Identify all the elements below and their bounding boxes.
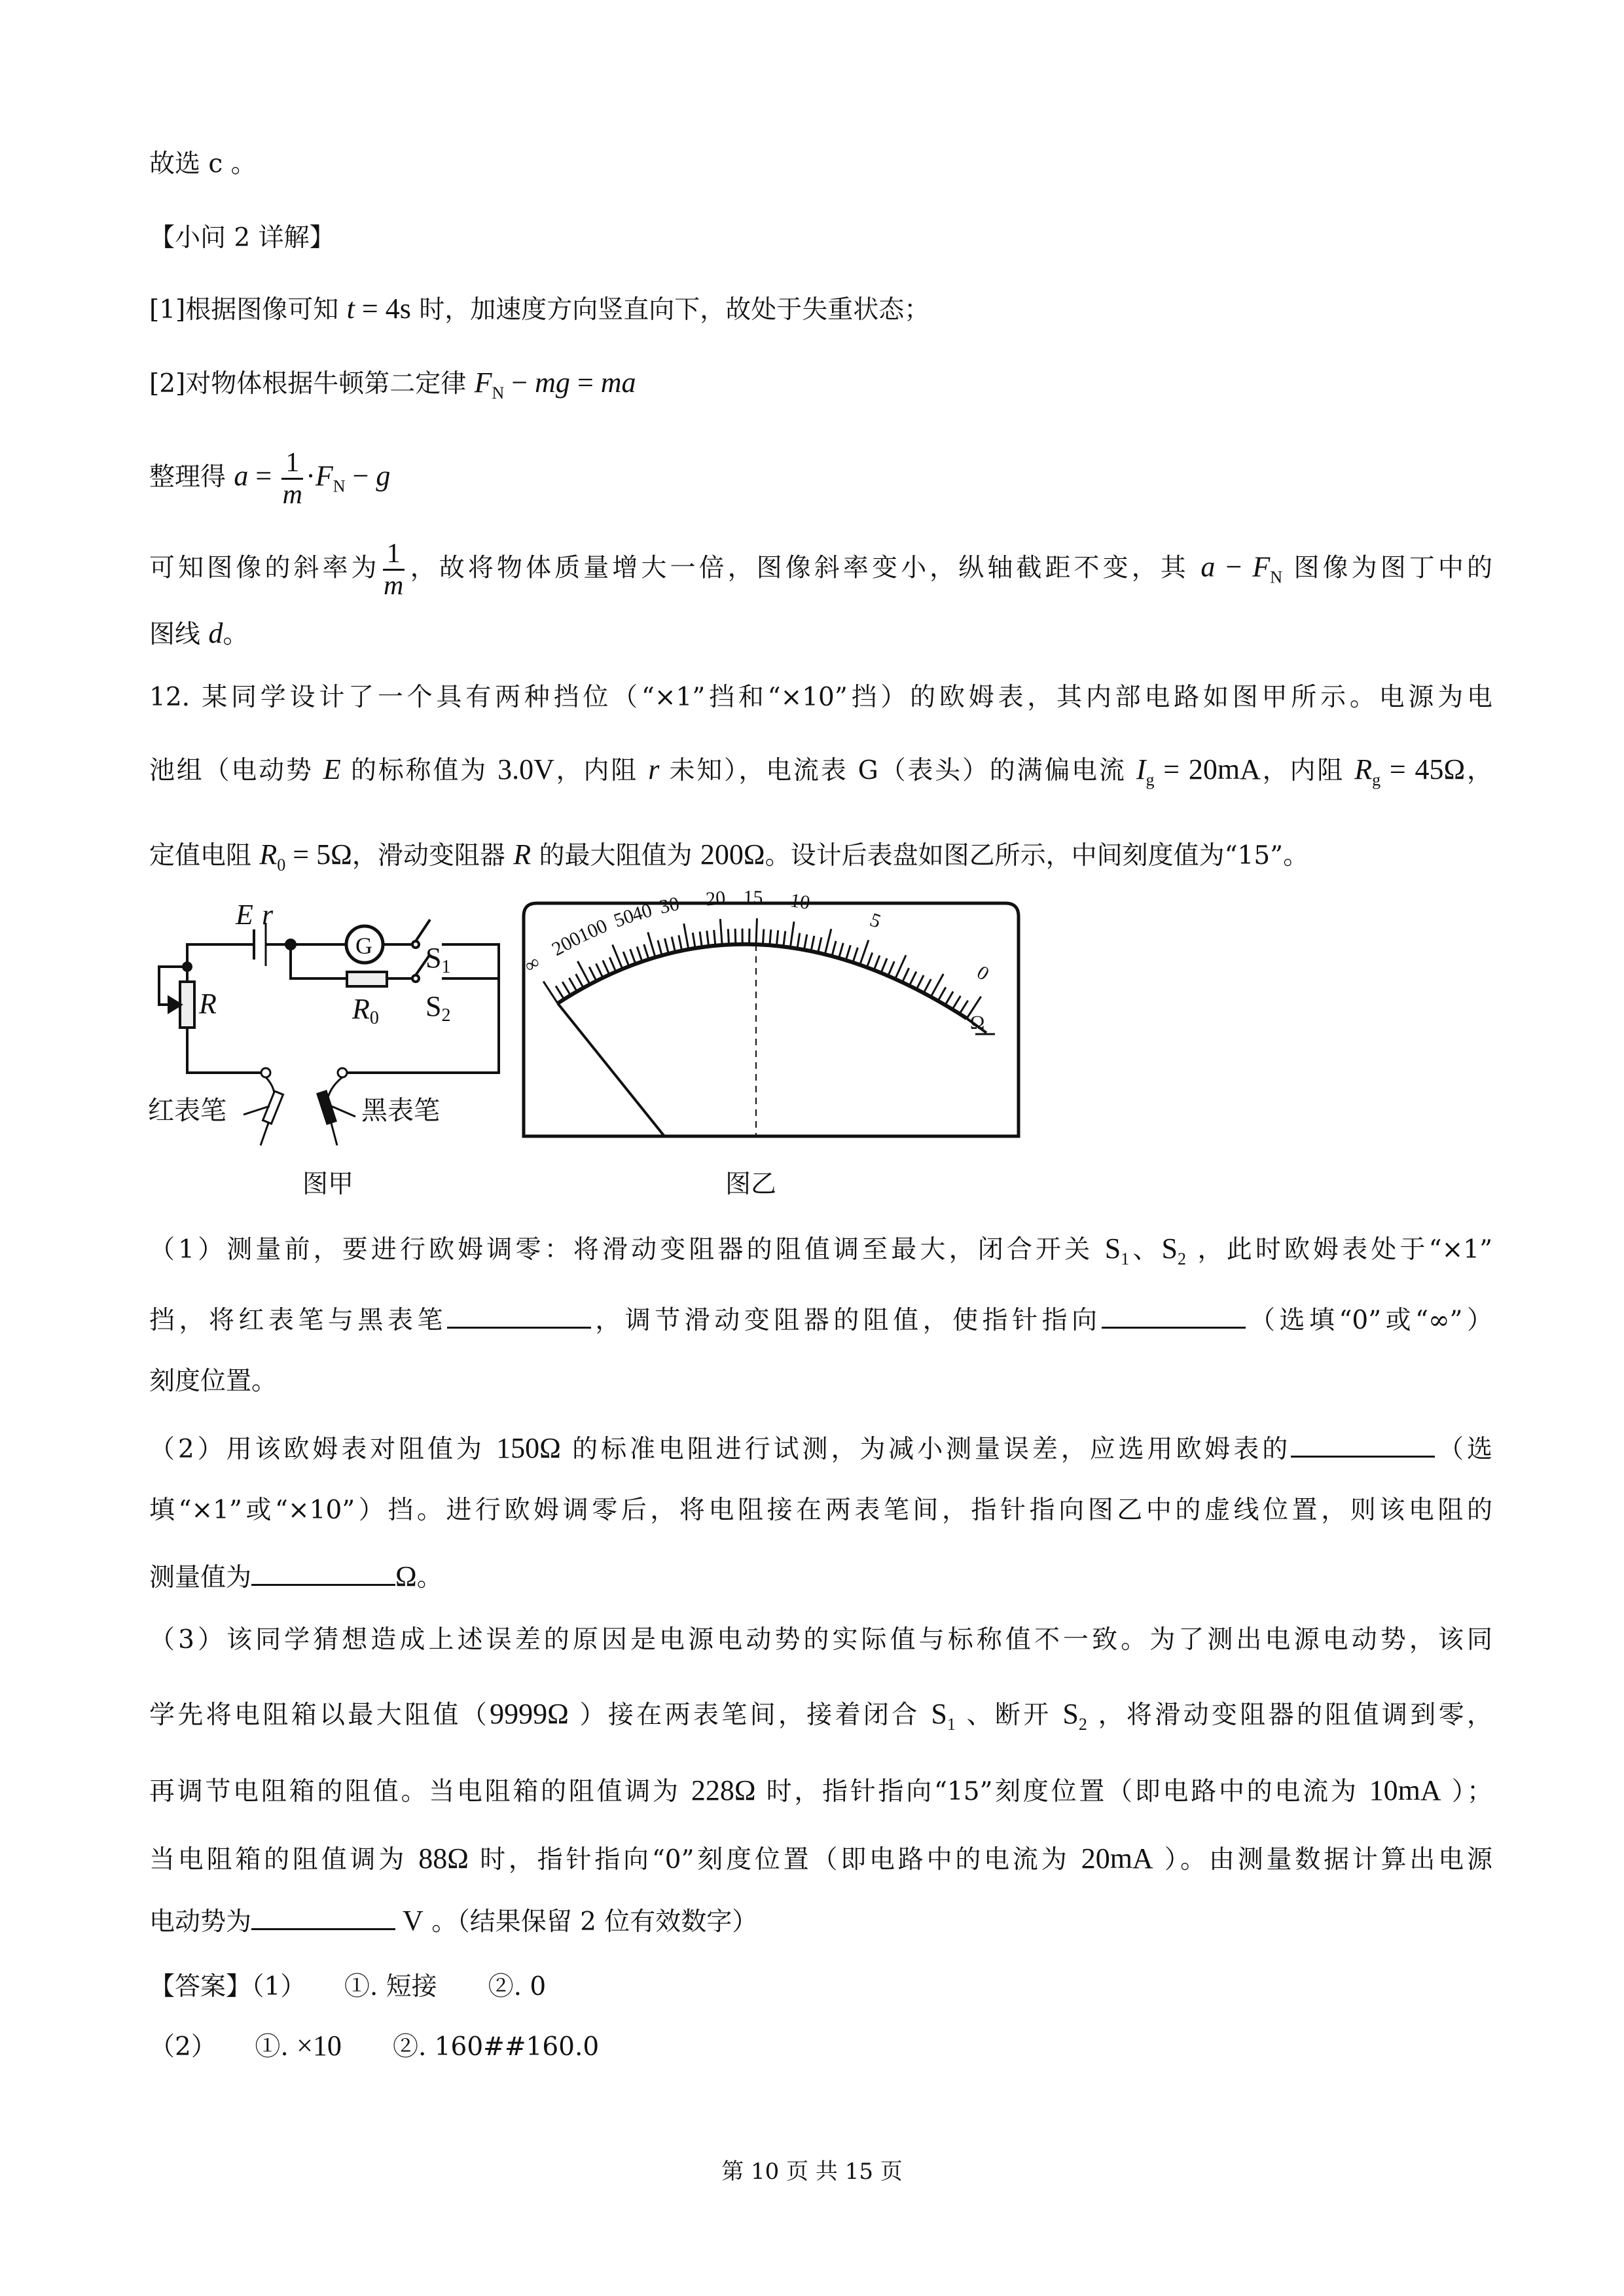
math: F [315,459,333,492]
text: 池组（电动势 [149,756,323,785]
math: F [1252,550,1271,583]
text: 。设计后表盘如图乙所示，中间刻度值为“15”。 [765,841,1309,870]
math: V [395,1905,424,1937]
label-s1: S1 [425,942,451,977]
math: = 4s [354,293,411,325]
dial-tick [804,935,806,950]
subscript: 1 [1121,1249,1130,1268]
text: 当电阻箱的阻值调为 [149,1845,419,1874]
dial-scale-label: 200 [548,927,585,961]
dial-tick [714,930,715,946]
math: S [1062,1698,1079,1730]
math: = 45Ω [1380,753,1466,785]
math: = [569,367,601,399]
text: 整理得 [149,462,234,492]
math: S [931,1698,947,1730]
math: − [345,459,376,492]
numerator: 1 [383,539,405,571]
dial-tick [825,929,831,954]
dial-scale-label: 100 [575,914,611,947]
text: 时，加速度方向竖直向下，故处于失重状态； [410,295,930,325]
dial-tick [895,955,906,978]
dial-tick [952,996,960,1010]
dial-tick [735,929,736,944]
math: g [376,459,391,492]
label-g: G [355,933,372,959]
math: I [1136,753,1146,785]
dial-scale-label: 0 [973,961,993,985]
text: [2]对物体根据牛顿第二定律 [149,369,475,399]
switch-s1-pivot [412,941,419,948]
text: ，滑动变阻器 [352,841,514,870]
dial-tick [874,956,880,970]
dial-tick [596,963,603,978]
label-s2: S2 [425,990,451,1026]
denominator: m [383,571,404,601]
math: ma [600,367,636,399]
dial-tick [684,924,689,949]
label-r: r [262,899,274,931]
label-r0: R0 [352,993,379,1028]
dial-tick [630,949,636,964]
dial-tick [707,931,709,946]
label-rheostat: R [199,988,217,1020]
math: E [323,753,341,785]
text: 图像为图丁中的 [1282,553,1492,583]
label-e: E [236,899,253,931]
math: 10mA [1369,1774,1441,1806]
text: 可知图像的斜率为 [149,553,380,583]
math: = 20mA [1154,753,1261,785]
dial-tick [790,922,794,948]
terminal-red [261,1068,270,1077]
subscript: 2 [1078,1715,1087,1734]
math: R [1354,753,1373,785]
dial-scale-label: 30 [657,893,681,918]
dial-tick [818,937,821,952]
text: （2）用该欧姆表对阻值为 [149,1435,497,1464]
dial-tick [839,943,844,958]
subscript: N [1270,567,1283,587]
dial-tick [756,918,757,944]
text: 的标称值为 [340,756,498,785]
math: S [1161,1232,1178,1265]
dial-tick [693,933,695,948]
text: 12. 某同学设计了一个具有两种挡位（“×1”挡和“×10”挡）的欧姆表，其内部电路如图甲所示。电源为电 [149,683,1492,712]
text: 故选 c 。 [149,149,257,179]
dial-tick [960,1001,968,1014]
text: ，调节滑动变阻器的阻值，使指针指向 [590,1306,1102,1335]
text: 定值电阻 [149,841,260,870]
dial-tick [916,975,924,989]
text: （选 [1435,1435,1492,1464]
text: 再调节电阻箱的阻值。当电阻箱的阻值调为 [149,1777,691,1806]
text: ）； [1441,1777,1492,1806]
text: ，故将物体质量增大一倍，图像斜率变小，纵轴截距不变，其 [406,553,1201,583]
dial-scale-label: 15 [743,886,763,909]
subscript: g [1146,770,1155,789]
dial-tick [658,941,662,956]
math: · [306,459,316,492]
dial-tick [576,974,584,988]
subscript: 1 [947,1715,956,1734]
dial-tick [679,935,682,951]
label-red-probe: 红表笔 [148,1096,226,1126]
dial-tick [797,933,800,949]
dial-tick [867,953,872,967]
dial-scale-label: 5 [867,908,884,933]
subscript: 0 [277,855,286,874]
dial-tick [637,946,642,961]
text: 挡，将红表笔与黑表笔 [149,1306,447,1335]
dial-tick [648,932,655,957]
dial-scale-label: ∞ [520,951,544,977]
text: 【答案】（1） ①. 短接 ②. 0 [149,1972,547,2001]
numerator: 1 [281,448,303,480]
text: 的标准电阻进行试测，为减小测量误差，应选用欧姆表的 [560,1435,1291,1464]
dial-tick [811,936,814,952]
text: （1）测量前，要进行欧姆调零：将滑动变阻器的阻值调至最大，闭合开关 [149,1235,1105,1265]
dial-tick [720,919,722,945]
text: ）接在两表笔间，接着闭合 [568,1700,931,1730]
terminal-black [338,1068,347,1077]
denominator: m [282,480,302,510]
black-probe-lead [327,1077,342,1100]
text: 的最大阻值为 [531,841,700,870]
text: （2） ①. [149,2032,297,2062]
dial-tick [888,961,895,976]
math: d [208,617,223,649]
dial-tick [909,971,916,986]
dial-tick [924,979,931,993]
page-footer: 第 10 页 共 15 页 [721,2159,903,2185]
math: ×10 [297,2030,342,2062]
dial-tick [700,931,702,947]
dial-tick [603,960,609,975]
dial-tick [569,978,577,992]
text: ②. 160##160.0 [341,2032,600,2062]
text: ，此时欧姆表处于“×1” [1186,1235,1493,1265]
wire [291,944,347,978]
text: ，内阻 [1260,756,1355,785]
dial-tick [846,945,850,960]
dial-tick [902,968,909,982]
text: 刻度位置。 [149,1367,278,1396]
dial-tick [938,987,946,1001]
dial-scale-label: 20 [705,887,727,910]
dial-tick [556,986,564,999]
text: [1]根据图像可知 [149,295,347,325]
math: a [234,459,249,492]
math: S [1104,1232,1121,1265]
text: 。 [416,1563,442,1592]
text: 时，指针指向“15”刻度位置（即电路中的电流为 [755,1777,1369,1806]
dial-tick [609,958,616,972]
text: ）。由测量数据计算出电源 [1153,1845,1492,1874]
math: Ω [395,1560,417,1592]
math: − [1215,550,1253,583]
math: R [513,838,532,870]
dial-tick [665,939,669,954]
subscript: N [492,384,505,403]
text: 。（结果保留 2 位有效数字） [423,1907,758,1937]
dial-tick [853,948,858,963]
text: 测量值为 [149,1563,252,1592]
math: = [248,459,280,492]
label-black-probe: 黑表笔 [361,1096,440,1126]
text: 图线 [149,620,209,649]
dial-tick [562,982,570,996]
math: t [346,293,355,325]
text: ，内阻 [554,756,649,785]
math: − [504,367,535,399]
dial-scale-label: 50 [611,905,637,932]
resistor-r0 [347,972,387,986]
text: ，将滑动变阻器的阻值调到零， [1087,1700,1492,1730]
text: 填“×1”或“×10”）挡。进行欧姆调零后，将电阻接在两表笔间，指针指向图乙中的虚线位置，则该电阻的 [149,1496,1492,1525]
math: = 5Ω [285,838,352,870]
math: r [648,753,660,785]
dial-tick [881,958,887,973]
math: R [259,838,278,870]
math: a [1200,550,1216,583]
text: 、断开 [955,1700,1063,1730]
math: mg [535,367,570,399]
dial-tick [543,982,558,1003]
caption-figure-yi: 图乙 [725,1170,777,1199]
math: 200Ω [700,838,765,870]
text: （3）该同学猜想造成上述误差的原因是电源电动势的实际值与标称值不一致。为了测出电源电动势，该同 [149,1625,1492,1655]
switch-s2-pivot [412,975,419,982]
dial-tick [776,930,778,946]
text: 学先将电阻箱以最大阻值（ [149,1700,490,1730]
dial-tick [860,940,869,965]
math: F [474,367,492,399]
dial-tick [672,937,675,952]
text: 。 [223,620,249,649]
text: 【小问 2 详解】 [149,223,335,253]
dial-tick [728,929,729,944]
math: 88Ω [418,1842,469,1874]
text: （选填“0”或“∞”） [1245,1306,1492,1335]
text: ， [1465,756,1492,785]
dial-tick [784,931,785,947]
dial-tick [644,944,649,960]
dial-scale-label: 40 [629,899,655,926]
dial-tick [945,992,953,1005]
text: 电动势为 [149,1907,252,1937]
dial-tick [832,941,836,956]
needle [558,1003,664,1136]
switch-s1-blade [416,920,430,941]
text: 、 [1129,1235,1162,1265]
dial-unit: Ω [970,1012,985,1033]
subscript: g [1372,770,1381,789]
subscript: 2 [1178,1249,1187,1268]
math: 228Ω [691,1774,756,1806]
subscript: N [333,476,346,496]
caption-figure-jia: 图甲 [302,1170,354,1199]
dial-tick [589,967,596,980]
node-dot [286,940,295,949]
text: 未知），电流表 G（表头）的满偏电流 [659,756,1136,785]
dial-tick [770,929,771,945]
text: 时，指针指向“0”刻度位置（即电路中的电流为 [468,1845,1081,1874]
math: 3.0V [497,753,554,785]
math: 9999Ω [490,1698,569,1730]
math: 150Ω [496,1432,561,1464]
dial-tick [623,952,629,966]
dial-scale-label: 10 [788,889,812,914]
math: 20mA [1081,1842,1153,1874]
